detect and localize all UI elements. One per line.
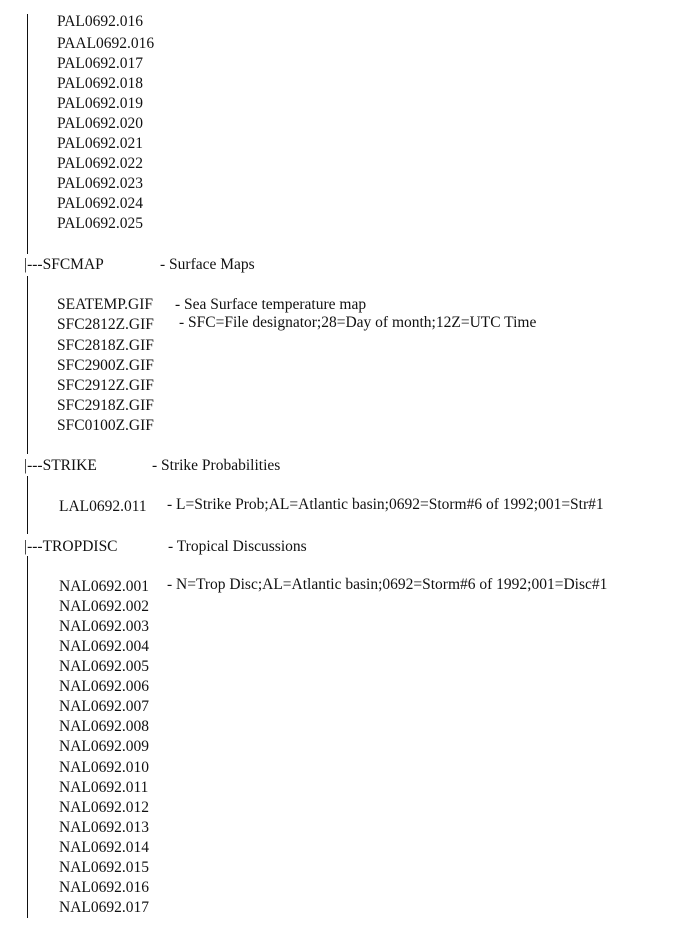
file-name: NAL0692.010 xyxy=(59,759,149,776)
file-name: PAL0692.022 xyxy=(57,155,143,172)
folder-description: - Strike Probabilities xyxy=(152,457,281,474)
file-name: PAL0692.023 xyxy=(57,175,143,192)
file-name: NAL0692.005 xyxy=(59,658,149,675)
tree-line xyxy=(27,276,28,454)
file-name: NAL0692.011 xyxy=(59,779,149,796)
file-name: SFC2912Z.GIF xyxy=(57,377,154,394)
file-name: NAL0692.008 xyxy=(59,718,149,735)
file-name: NAL0692.016 xyxy=(59,879,149,896)
file-name: SFC0100Z.GIF xyxy=(57,417,154,434)
folder-name: |---STRIKE xyxy=(24,457,97,474)
file-comment: - Sea Surface temperature map xyxy=(175,296,367,313)
file-name: PAL0692.025 xyxy=(57,215,143,232)
folder-description: - Tropical Discussions xyxy=(168,538,307,555)
file-name: NAL0692.015 xyxy=(59,859,149,876)
file-name: LAL0692.011 xyxy=(59,498,147,515)
file-name: NAL0692.003 xyxy=(59,618,149,635)
file-comment: - N=Trop Disc;AL=Atlantic basin;0692=Storm#6 of 1992;001=Disc#1 xyxy=(167,576,608,593)
file-name: NAL0692.014 xyxy=(59,839,149,856)
file-name: PAL0692.017 xyxy=(57,55,143,72)
file-name: SFC2900Z.GIF xyxy=(57,357,154,374)
file-name: PAL0692.018 xyxy=(57,75,143,92)
file-comment: - L=Strike Prob;AL=Atlantic basin;0692=Storm#6 of 1992;001=Str#1 xyxy=(167,496,604,513)
file-name: PAL0692.019 xyxy=(57,95,143,112)
tree-line xyxy=(27,556,28,918)
file-name: PAAL0692.016 xyxy=(57,35,155,52)
file-name: NAL0692.001 xyxy=(59,578,149,595)
file-name: NAL0692.006 xyxy=(59,678,149,695)
file-name: SEATEMP.GIF xyxy=(57,296,154,313)
folder-description: - Surface Maps xyxy=(160,256,255,273)
file-name: NAL0692.013 xyxy=(59,819,149,836)
tree-line xyxy=(27,14,28,254)
tree-line xyxy=(27,476,28,534)
file-name: PAL0692.020 xyxy=(57,115,143,132)
file-name: SFC2812Z.GIF xyxy=(57,316,154,333)
folder-name: |---SFCMAP xyxy=(24,256,104,273)
file-name: NAL0692.009 xyxy=(59,738,149,755)
file-name: SFC2818Z.GIF xyxy=(57,337,154,354)
file-name: NAL0692.007 xyxy=(59,698,149,715)
file-name: PAL0692.021 xyxy=(57,135,143,152)
file-name: PAL0692.016 xyxy=(57,13,143,30)
file-name: NAL0692.002 xyxy=(59,598,149,615)
file-name: NAL0692.012 xyxy=(59,799,149,816)
folder-name: |---TROPDISC xyxy=(24,538,118,555)
file-name: PAL0692.024 xyxy=(57,195,143,212)
file-name: SFC2918Z.GIF xyxy=(57,397,154,414)
file-comment: - SFC=File designator;28=Day of month;12Z=UTC Time xyxy=(179,314,537,331)
file-name: NAL0692.017 xyxy=(59,899,149,916)
file-name: NAL0692.004 xyxy=(59,638,149,655)
